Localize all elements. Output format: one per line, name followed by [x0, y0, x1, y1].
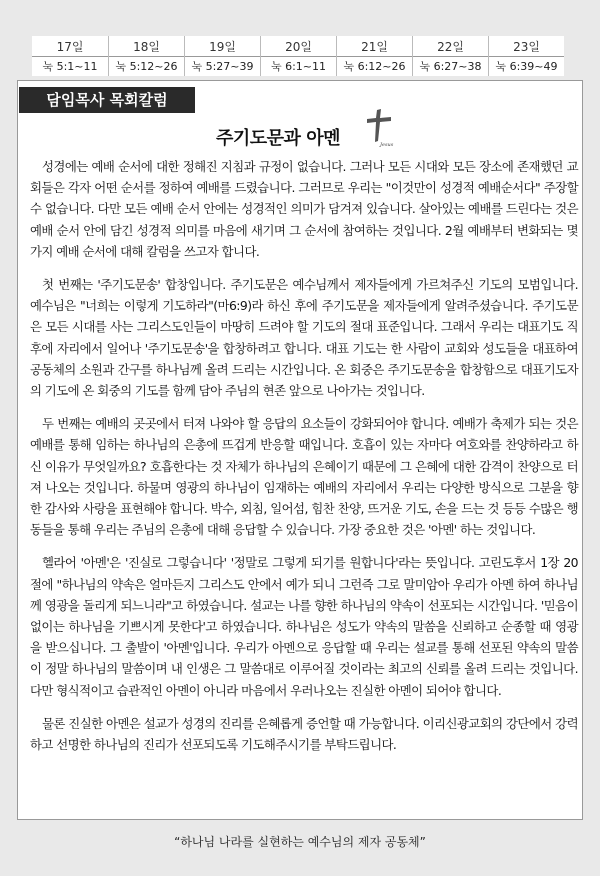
- schedule-day-3: [184, 36, 260, 76]
- schedule-reference: 눅 6:12~26: [343, 60, 406, 73]
- divider: [337, 56, 412, 57]
- paragraph: 두 번째는 예배의 곳곳에서 터져 나와야 할 응답의 요소들이 강화되어야 합니다. 예배가 축제가 되는 것은 예배를 통해 임하는 하나님의 은총에 뜨겁게 반응할 때입니다. 호흡이 있는 자마다 여호와를 찬양하라고 하신 이유가 무엇일까요? 호흡한다는 것 자체가 하나님의 은혜이기 때문에 그 은혜에 대한 감격이 찬양으로 터져 나오는 것입니다. 하물며 영광의 하나님이 임재하는 예배의 자리에서 우리는 다양한 방식으로 그분을 향한 감사와 사랑을 표현해야 합니다. 박수, 외침, 일어섬, 힘찬 찬양, 뜨거운 기도, 손을 드는 것 등등 수많은 행동들을 통해 우리는 주님의 은총에 대해 응답할 수 있습니다. 가장 중요한 것은 '아멘' 하는 것입니다.: [30, 416, 578, 538]
- cross-caption: Jesus: [380, 142, 394, 147]
- schedule-day-5: [336, 36, 412, 76]
- column-title-text: 주기도문과 아멘: [216, 128, 340, 149]
- cross-icon: [364, 107, 394, 147]
- column-title: [0, 124, 600, 150]
- schedule-day-4: [260, 36, 336, 76]
- schedule-day: 23일: [513, 40, 540, 54]
- column-body: [30, 156, 578, 767]
- divider: [109, 56, 184, 57]
- paragraph: 성경에는 예배 순서에 대한 정해진 지침과 규정이 없습니다. 그러나 모든 시대와 모든 장소에 존재했던 교회들은 각자 어떤 순서를 정하여 예배를 드렸습니다. 그러므로 우리는 "이것만이 성경적 예배순서다" 주장할 수 없습니다. 다만 모든 예배 순서 안에는 성경적인 의미가 담겨져 있습니다. 살아있는 예배를 드린다는 것은 예배 순서 안에 담긴 성경적 의미를 마음에 새기며 그 순서에 참여하는 것입니다. 2월 예배부터 변화되는 몇 가지 예배 순서에 대해 칼럼을 쓰고자 합니다.: [30, 159, 578, 259]
- schedule-reference: 눅 5:1~11: [42, 60, 98, 73]
- schedule-reference: 눅 5:12~26: [115, 60, 178, 73]
- paragraph: 헬라어 '아멘'은 '진실로 그렇습니다' '정말로 그렇게 되기를 원합니다'라는 뜻입니다. 고린도후서 1장 20절에 "하나님의 약속은 얼마든지 그리스도 안에서 예가 되니 그런즉 그로 말미암아 우리가 아멘 하여 하나님께 영광을 돌리게 되느니라"고 하였습니다. 설교는 나를 향한 하나님의 약속이 선포되는 시간입니다. '믿음이 없이는 하나님을 기쁘시게 못한다'고 하였습니다. 하나님은 성도가 약속의 말씀을 신뢰하고 순종할 때 영광을 받으십니다. 그 출발이 '아멘'입니다. 우리가 아멘으로 응답할 때 우리는 설교를 통해 선포된 약속의 말씀이 정말 하나님의 말씀이며 내 인생은 그 말씀대로 이루어질 것이라는 최고의 신뢰를 올려 드리는 것입니다. 다만 형식적이고 습관적인 아멘이 아니라 마음에서 우러나오는 진실한 아멘이 되어야 합니다.: [30, 555, 578, 698]
- divider: [32, 56, 108, 57]
- schedule-day: 20일: [285, 40, 312, 54]
- schedule-day-2: [108, 36, 184, 76]
- schedule-day: 17일: [56, 40, 84, 54]
- footer-motto: “하나님 나라를 실현하는 예수님의 제자 공동체”: [174, 835, 426, 849]
- divider: [413, 56, 488, 57]
- schedule-reference: 눅 6:27~38: [419, 60, 482, 73]
- schedule-day: 21일: [361, 40, 388, 54]
- schedule-day-6: [412, 36, 488, 76]
- schedule-reference: 눅 5:27~39: [191, 60, 254, 73]
- reading-schedule: [32, 36, 564, 76]
- schedule-day-1: [32, 36, 108, 76]
- paragraph: 첫 번째는 '주기도문송' 합창입니다. 주기도문은 예수님께서 제자들에게 가르쳐주신 기도의 모범입니다. 예수님은 "너희는 이렇게 기도하라"(마6:9)라 하신 후에 주기도문을 제자들에게 알려주셨습니다. 주기도문은 모든 시대를 사는 그리스도인들이 마땅히 드려야 할 기도의 절대 표준입니다. 그래서 우리는 대표기도 직후에 자리에서 일어나 '주기도문송'을 합창하려고 합니다. 대표 기도는 한 사람이 교회와 성도들을 대표하여 공동체의 소원과 간구를 하나님께 올려 드리는 시간입니다. 온 회중은 주기도문송을 합창함으로 대표기도자의 기도에 온 회중의 기도를 함께 담아 주님의 현존 앞으로 나아가는 것입니다.: [30, 277, 578, 399]
- divider: [185, 56, 260, 57]
- divider: [489, 56, 564, 57]
- divider: [261, 56, 336, 57]
- paragraph: 물론 진실한 아멘은 설교가 성경의 진리를 은혜롭게 증언할 때 가능합니다. 이리신광교회의 강단에서 강력하고 선명한 하나님의 진리가 선포되도록 기도해주시기를 부탁드립니다.: [30, 715, 578, 753]
- schedule-day: 18일: [133, 40, 160, 54]
- schedule-reference: 눅 6:1~11: [270, 60, 327, 73]
- schedule-day-7: [488, 36, 564, 76]
- schedule-day: 22일: [437, 40, 464, 54]
- schedule-day: 19일: [209, 40, 236, 54]
- column-label: 담임목사 목회칼럼: [19, 87, 195, 113]
- schedule-reference: 눅 6:39~49: [495, 60, 558, 73]
